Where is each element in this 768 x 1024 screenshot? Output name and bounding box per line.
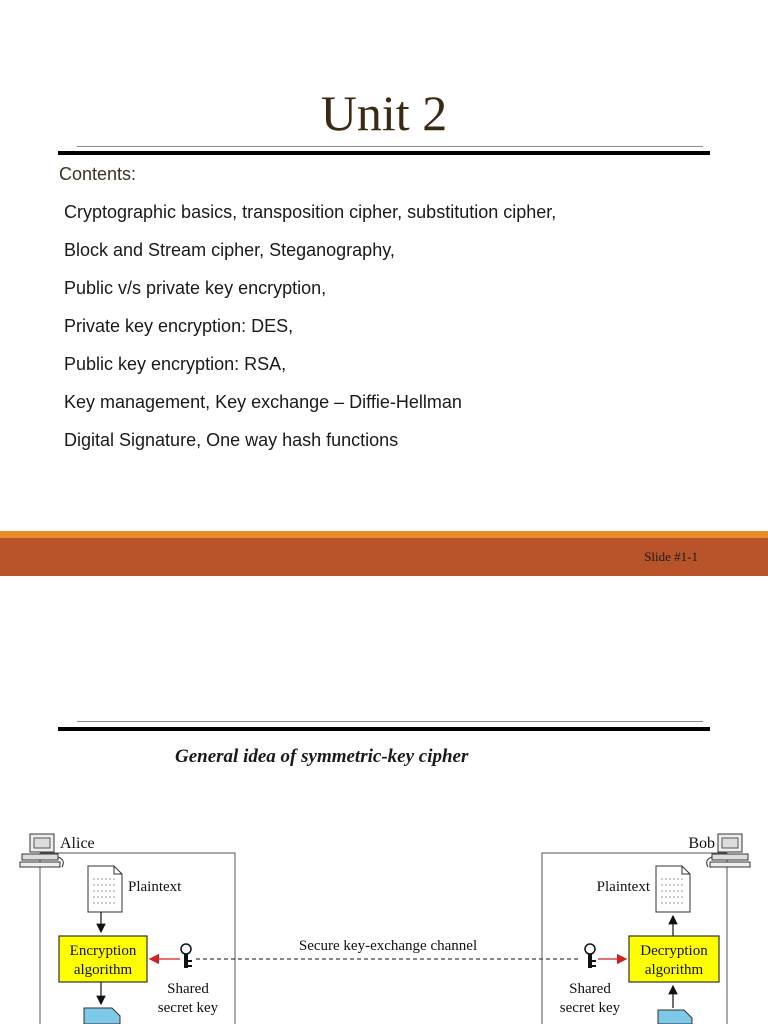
bob-panel — [542, 834, 750, 1024]
contents-heading: Contents: — [59, 164, 137, 184]
ciphertext-doc-icon — [84, 1008, 120, 1024]
alice-key-label-line1: Shared — [167, 981, 209, 997]
slide-number: Slide #1-1 — [644, 549, 698, 564]
content-item: Block and Stream cipher, Steganography, — [64, 240, 395, 260]
figure-caption: General idea of symmetric-key cipher — [175, 746, 469, 767]
plaintext-doc-icon — [656, 866, 690, 912]
alice-plaintext-label: Plaintext — [128, 879, 182, 895]
encryption-label-line1: Encryption — [69, 943, 137, 959]
encryption-label-line2: algorithm — [73, 962, 133, 978]
slide-2 — [0, 576, 768, 1024]
alice-key-label-line2: secret key — [157, 1000, 219, 1016]
decryption-label-line1: Decryption — [640, 943, 708, 959]
content-item: Cryptographic basics, transposition cipher, substitution cipher, — [64, 202, 557, 222]
bob-name: Bob — [688, 835, 715, 852]
channel-label: Secure key-exchange channel — [298, 938, 478, 954]
plaintext-doc-icon — [88, 866, 122, 912]
content-item: Public key encryption: RSA, — [64, 354, 287, 374]
bob-plaintext-label: Plaintext — [596, 879, 650, 895]
content-item: Digital Signature, One way hash functions — [64, 430, 399, 450]
content-item: Private key encryption: DES, — [64, 316, 294, 336]
footer-bar — [0, 538, 768, 576]
alice-panel — [20, 834, 235, 1024]
title-rule-thick — [58, 151, 710, 155]
symmetric-key-diagram — [0, 576, 768, 1024]
alice-name: Alice — [60, 835, 95, 852]
slide-title: Unit 2 — [320, 85, 448, 141]
decryption-label-line2: algorithm — [644, 962, 704, 978]
key-icon — [181, 944, 192, 968]
footer-accent-stripe — [0, 531, 768, 538]
key-icon — [585, 944, 596, 968]
bob-key-label-line2: secret key — [559, 1000, 621, 1016]
computer-icon — [20, 834, 63, 867]
bob-key-label-line1: Shared — [569, 981, 611, 997]
ciphertext-doc-icon — [658, 1010, 692, 1024]
content-item: Public v/s private key encryption, — [64, 278, 327, 298]
content-item: Key management, Key exchange – Diffie-Hellman — [64, 392, 462, 412]
title-rule-thin — [77, 146, 703, 147]
